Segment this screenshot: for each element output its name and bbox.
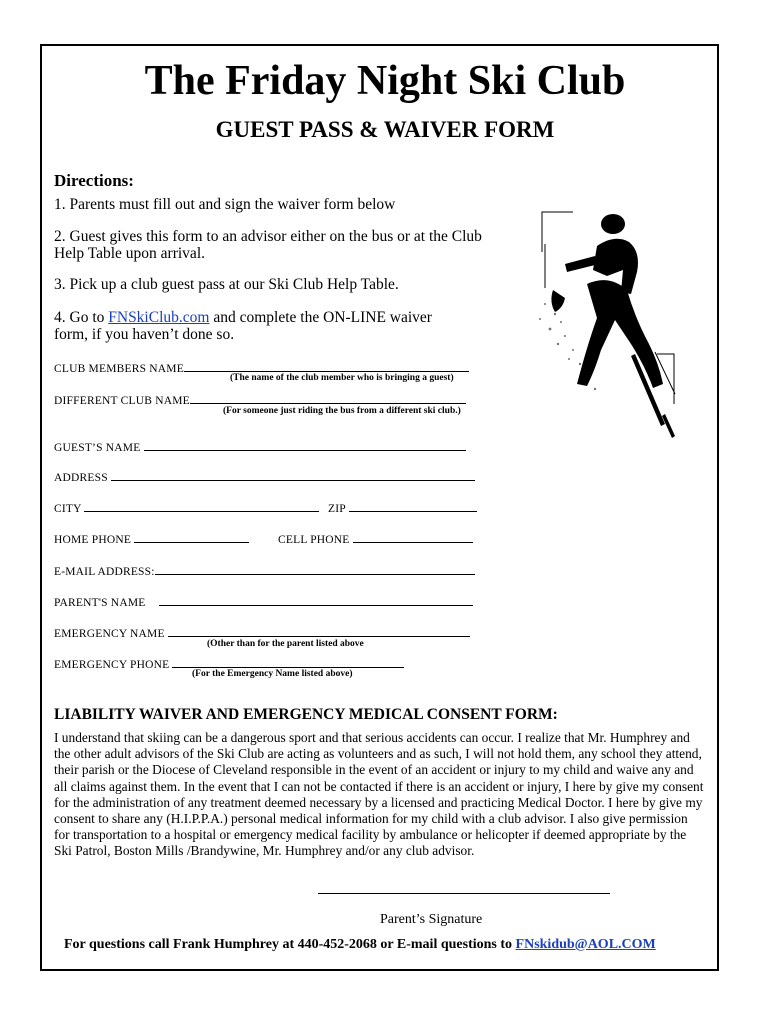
address-field[interactable] [54, 469, 475, 484]
step4-prefix: 4. Go to [54, 309, 109, 326]
directions-heading: Directions: [54, 171, 134, 190]
emergency-phone-label: EMERGENCY PHONE [54, 659, 170, 671]
cell-phone-field[interactable] [278, 531, 473, 546]
direction-step-4 [54, 309, 464, 343]
guests-name-label: GUEST’S NAME [54, 442, 141, 454]
waiver-heading: LIABILITY WAIVER AND EMERGENCY MEDICAL CONSENT FORM: [54, 706, 558, 723]
step4-suffix: and complete the ON-LINE waiver form, if you haven’t done so. [54, 309, 432, 343]
club-members-name-label: CLUB MEMBERS NAME [54, 363, 184, 375]
signature-line[interactable] [318, 893, 610, 894]
different-club-name-line[interactable] [190, 392, 466, 404]
direction-step-1: 1. Parents must fill out and sign the waiver form below [54, 196, 396, 213]
city-field[interactable] [54, 500, 319, 515]
guests-name-field[interactable] [54, 439, 466, 454]
signature-label: Parent’s Signature [380, 912, 483, 927]
emergency-name-field[interactable] [54, 625, 470, 640]
email-label: E-MAIL ADDRESS: [54, 566, 155, 578]
contact-line [64, 937, 656, 953]
different-club-name-label: DIFFERENT CLUB NAME [54, 395, 190, 407]
emergency-name-label: EMERGENCY NAME [54, 628, 165, 640]
direction-step-2: 2. Guest gives this form to an advisor either on the bus or at the Club Help Table upon arrival. [54, 228, 482, 262]
email-field[interactable] [54, 563, 475, 578]
direction-step-3: 3. Pick up a club guest pass at our Ski Club Help Table. [54, 276, 399, 293]
emergency-phone-note: (For the Emergency Name listed above) [192, 669, 353, 679]
city-line[interactable] [84, 500, 319, 512]
zip-line[interactable] [349, 500, 477, 512]
parents-name-label: PARENT'S NAME [54, 597, 146, 609]
address-label: ADDRESS [54, 472, 108, 484]
fnskiclub-link[interactable]: FNSkiClub.com [108, 309, 210, 326]
email-line[interactable] [155, 563, 475, 575]
cell-phone-label: CELL PHONE [278, 534, 350, 546]
emergency-name-note: (Other than for the parent listed above [207, 639, 364, 649]
zip-label: ZIP [328, 503, 346, 515]
address-line[interactable] [111, 469, 475, 481]
contact-text: For questions call Frank Humphrey at 440-452-2068 or E-mail questions to [64, 937, 516, 952]
parents-name-line[interactable] [159, 594, 473, 606]
emergency-phone-line[interactable] [172, 656, 404, 668]
city-label: CITY [54, 503, 82, 515]
home-phone-label: HOME PHONE [54, 534, 132, 546]
home-phone-line[interactable] [134, 531, 249, 543]
different-club-name-field[interactable] [54, 392, 466, 407]
skier-illustration [525, 204, 680, 449]
guests-name-line[interactable] [144, 439, 466, 451]
zip-field[interactable] [328, 500, 477, 515]
page-subtitle: GUEST PASS & WAIVER FORM [215, 117, 555, 142]
waiver-body: I understand that skiing can be a dangerous sport and that serious accidents can occur. I realize that Mr. Humphrey and the other adult advisors of the Ski Club are acting as volunteers and as such, I will not hold them, any school they attend, their parish or the Diocese of Cleveland responsible in the event of an accident or injury to my child and waive any and all claims against them. In the event that I can not be contacted if there is an accident or injury, I here by give my consent for the administration of any treatment deemed necessary by a licensed and practicing Medical Doctor. I here by give my consent to share any (H.I.P.P.A.) personal medical information for my child with a club advisor. I also give permission for transportation to a hospital or emergency medical facility by ambulance or helicopter if deemed appropriate by the Ski Patrol, Boston Mills /Brandywine, Mr. Humphrey and/or any club advisor. [54, 730, 704, 859]
emergency-name-line[interactable] [168, 625, 470, 637]
club-members-name-line[interactable] [184, 360, 469, 372]
page-title: The Friday Night Ski Club [144, 58, 626, 104]
email-link[interactable]: FNskidub@AOL.COM [515, 937, 656, 952]
home-phone-field[interactable] [54, 531, 249, 546]
parents-name-field[interactable] [54, 594, 473, 609]
cell-phone-line[interactable] [353, 531, 473, 543]
club-members-name-note: (The name of the club member who is bringing a guest) [230, 373, 454, 383]
different-club-name-note: (For someone just riding the bus from a different ski club.) [223, 406, 461, 416]
